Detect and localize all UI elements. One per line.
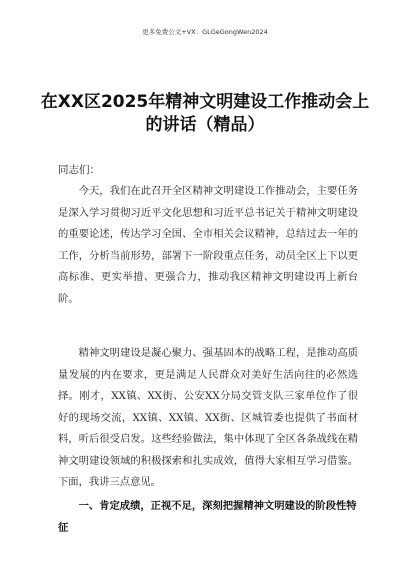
header-note: 更多免费公文+VX：GLGeGongWen2024	[142, 28, 268, 36]
greeting: 同志们：	[58, 164, 100, 176]
section-heading: 一、肯定成绩，正视不足，深刻把握精神文明建设的阶段性特征	[58, 500, 357, 534]
body-paragraph: 今天，我们在此召开全区精神文明建设工作推动会，主要任务是深入学习贯彻习近平文化思想和习近平总书记关于精神文明建设的重要论述，传达学习全国、全市相关会议精神，总结过去一年的工作，分析当前形势，部署下一阶段重点任务，动员全区上下以更高标准、更实举措、更强合力，推动我区精神文明建设再上新台阶。	[58, 185, 358, 305]
body-paragraph: 精神文明建设是凝心聚力、强基固本的战略工程，是推动高质量发展的内在要求，更是满足人民群众对美好生活向往的必然选择。刚才，XX镇、XX街、公安XX分局交管支队三家单位作了很好的现场交流，XX镇、XX镇、XX街、区城管委也提供了书面材料，听后很受启发。这些经验做法，集中体现了全区各条战线在精神文明建设领域的积极探索和扎实成效，值得大家相互学习借鉴。下面，我讲三点意见。	[58, 347, 358, 488]
document-title: 在XX区2025年精神文明建设工作推动会上的讲话（精品）	[40, 92, 370, 135]
